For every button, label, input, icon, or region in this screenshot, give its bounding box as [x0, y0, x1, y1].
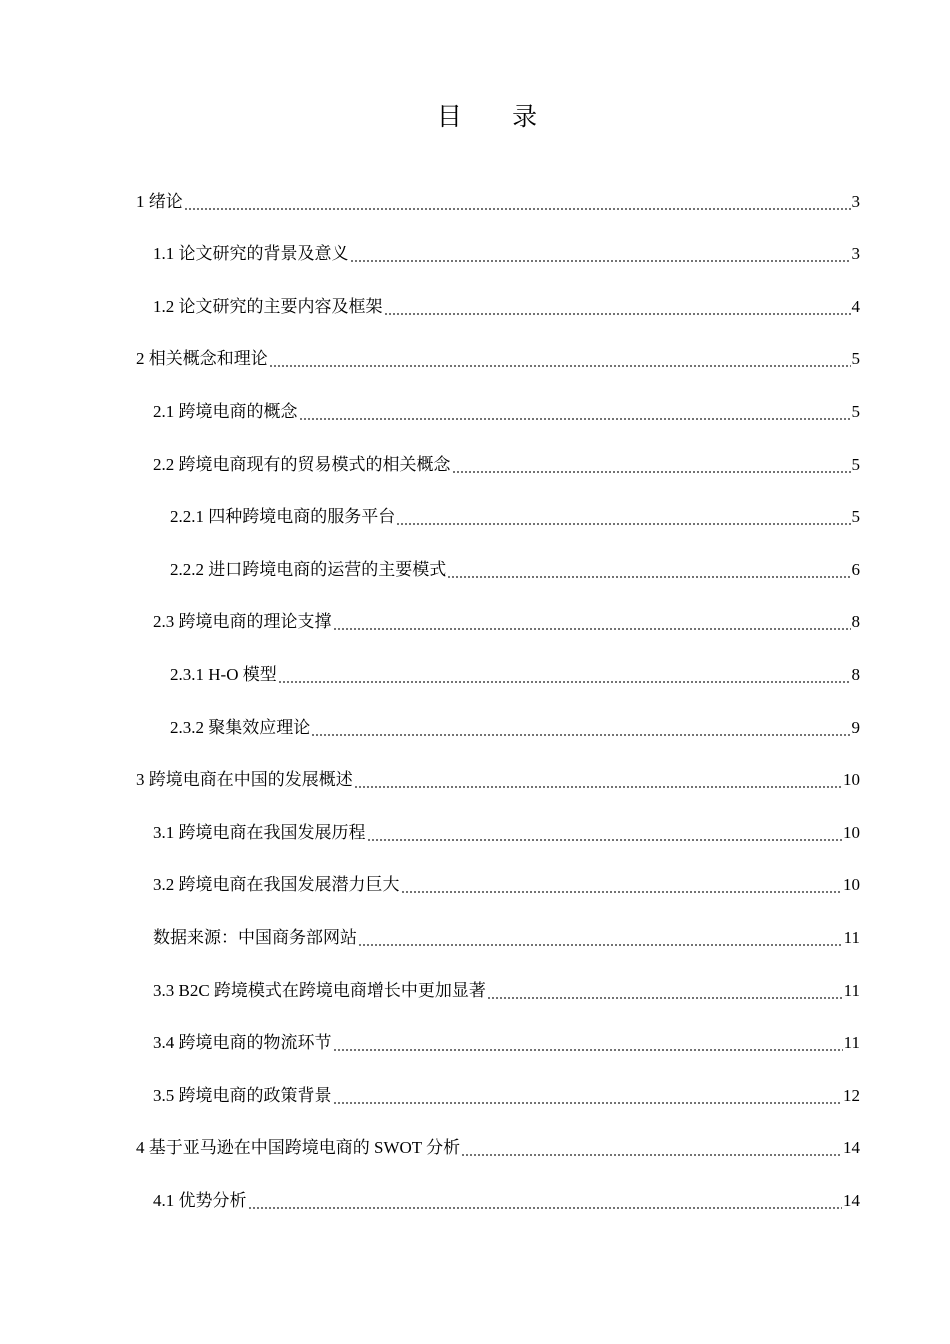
- toc-page-number: 14: [843, 1138, 860, 1158]
- toc-entry-text: 2.2.1 四种跨境电商的服务平台: [170, 507, 396, 527]
- toc-entry-text: 2.1 跨境电商的概念: [153, 401, 298, 421]
- toc-entry[interactable]: [136, 956, 860, 1009]
- toc-entry[interactable]: [136, 746, 860, 799]
- toc-entry-text: 2.2 跨境电商现有的贸易模式的相关概念: [153, 454, 451, 474]
- toc-dot-leader: [311, 734, 850, 736]
- toc-page-number: 5: [851, 401, 860, 421]
- toc-dot-leader: [447, 576, 850, 578]
- toc-dot-leader: [269, 365, 851, 367]
- toc-page-number: 5: [851, 454, 860, 474]
- toc-entry[interactable]: [136, 693, 860, 746]
- toc-dot-leader: [367, 839, 843, 841]
- toc-title: 目 录: [436, 104, 560, 131]
- toc-page-number: 5: [851, 507, 860, 527]
- toc-dot-leader: [333, 628, 851, 630]
- toc-entry-text: 4.1 优势分析: [153, 1190, 247, 1210]
- toc-entry[interactable]: [136, 640, 860, 693]
- toc-dot-leader: [487, 997, 843, 999]
- toc-page-number: 3: [851, 244, 860, 264]
- toc-entry[interactable]: [136, 535, 860, 588]
- toc-entry[interactable]: [136, 377, 860, 430]
- toc-entry-text: 数据来源：中国商务部网站: [153, 927, 357, 947]
- toc-dot-leader: [184, 208, 851, 210]
- toc-entry[interactable]: [136, 851, 860, 904]
- toc-page-number: 4: [851, 296, 860, 316]
- toc-list: [136, 167, 860, 1219]
- toc-entry[interactable]: [136, 1166, 860, 1219]
- toc-entry[interactable]: [136, 325, 860, 378]
- toc-entry-text: 3 跨境电商在中国的发展概述: [136, 770, 353, 790]
- toc-dot-leader: [333, 1102, 843, 1104]
- toc-entry[interactable]: [136, 588, 860, 641]
- toc-entry-text: 1.1 论文研究的背景及意义: [153, 244, 349, 264]
- toc-entry[interactable]: [136, 220, 860, 273]
- toc-entry-text: 3.4 跨境电商的物流环节: [153, 1033, 332, 1053]
- toc-entry[interactable]: [136, 430, 860, 483]
- toc-page-number: 10: [843, 770, 860, 790]
- toc-entry[interactable]: [136, 1061, 860, 1114]
- toc-entry[interactable]: [136, 798, 860, 851]
- toc-page-number: 9: [851, 717, 860, 737]
- toc-dot-leader: [384, 313, 851, 315]
- toc-page-number: 6: [851, 559, 860, 579]
- toc-page-number: 12: [843, 1085, 860, 1105]
- toc-dot-leader: [350, 260, 851, 262]
- toc-page-number: 11: [843, 927, 860, 947]
- toc-page-number: 10: [843, 875, 860, 895]
- toc-dot-leader: [299, 418, 851, 420]
- toc-entry[interactable]: [136, 903, 860, 956]
- toc-page-number: 11: [843, 1033, 860, 1053]
- toc-dot-leader: [452, 471, 851, 473]
- toc-page-number: 10: [843, 822, 860, 842]
- toc-entry-text: 2.2.2 进口跨境电商的运营的主要模式: [170, 559, 447, 579]
- toc-entry-text: 2.3.2 聚集效应理论: [170, 717, 311, 737]
- toc-dot-leader: [248, 1207, 843, 1209]
- toc-dot-leader: [354, 786, 842, 788]
- toc-dot-leader: [396, 523, 850, 525]
- toc-entry-text: 3.5 跨境电商的政策背景: [153, 1085, 332, 1105]
- toc-entry-text: 1 绪论: [136, 191, 183, 211]
- toc-entry-text: 2 相关概念和理论: [136, 349, 268, 369]
- toc-entry-text: 3.3 B2C 跨境模式在跨境电商增长中更加显著: [153, 980, 486, 1000]
- toc-entry[interactable]: [136, 1114, 860, 1167]
- toc-dot-leader: [333, 1049, 843, 1051]
- toc-dot-leader: [461, 1154, 842, 1156]
- toc-entry-text: 2.3.1 H-O 模型: [170, 664, 277, 684]
- toc-entry[interactable]: [136, 167, 860, 220]
- toc-dot-leader: [401, 891, 843, 893]
- toc-entry[interactable]: [136, 1009, 860, 1062]
- toc-entry[interactable]: [136, 272, 860, 325]
- toc-page-number: 8: [851, 612, 860, 632]
- toc-entry-text: 2.3 跨境电商的理论支撑: [153, 612, 332, 632]
- toc-entry-text: 4 基于亚马逊在中国跨境电商的 SWOT 分析: [136, 1138, 461, 1158]
- toc-entry-text: 3.1 跨境电商在我国发展历程: [153, 822, 366, 842]
- toc-entry-text: 1.2 论文研究的主要内容及框架: [153, 296, 383, 316]
- toc-entry[interactable]: [136, 483, 860, 536]
- toc-page-number: 5: [851, 349, 860, 369]
- toc-page-number: 8: [851, 664, 860, 684]
- toc-dot-leader: [358, 944, 843, 946]
- toc-entry-text: 3.2 跨境电商在我国发展潜力巨大: [153, 875, 400, 895]
- toc-page-number: 14: [843, 1190, 860, 1210]
- toc-dot-leader: [278, 681, 851, 683]
- toc-page-number: 3: [851, 191, 860, 211]
- toc-page-number: 11: [843, 980, 860, 1000]
